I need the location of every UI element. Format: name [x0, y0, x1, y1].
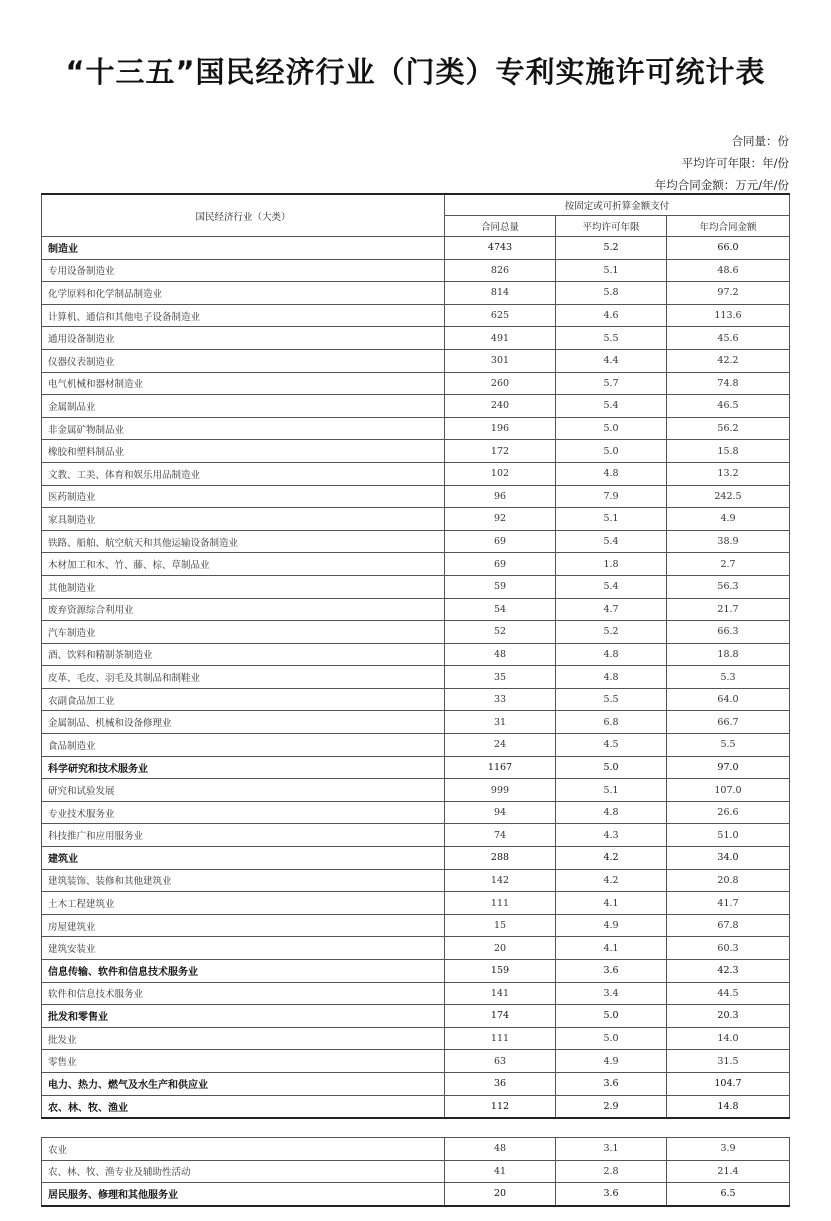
contract-total-cell: 54	[445, 598, 556, 621]
table-row	[42, 960, 790, 983]
table-row	[42, 1027, 790, 1050]
industry-name-cell: 食品制造业	[42, 734, 445, 757]
avg-years-cell: 1.8	[556, 553, 667, 576]
avg-years-cell: 5.5	[556, 688, 667, 711]
avg-years-cell: 3.6	[556, 1072, 667, 1095]
industry-name-cell: 仪器仪表制造业	[42, 349, 445, 372]
table-row	[42, 440, 790, 463]
contract-total-cell: 288	[445, 847, 556, 870]
avg-years-cell: 4.8	[556, 666, 667, 689]
contract-total-cell: 999	[445, 779, 556, 802]
contract-total-cell: 814	[445, 282, 556, 305]
industry-name-cell: 专用设备制造业	[42, 259, 445, 282]
industry-name-cell: 科技推广和应用服务业	[42, 824, 445, 847]
contract-total-cell: 41	[445, 1160, 556, 1183]
industry-name-cell: 医药制造业	[42, 485, 445, 508]
contract-total-cell: 24	[445, 734, 556, 757]
industry-name-cell: 计算机、通信和其他电子设备制造业	[42, 304, 445, 327]
avg-years-cell: 2.8	[556, 1160, 667, 1183]
table-row	[42, 530, 790, 553]
avg-amount-cell: 97.0	[667, 756, 790, 779]
header-row-1	[42, 194, 790, 216]
contract-total-cell: 63	[445, 1050, 556, 1073]
contract-total-cell: 20	[445, 937, 556, 960]
avg-years-cell: 5.1	[556, 259, 667, 282]
header-total: 合同总量	[445, 216, 556, 237]
contract-total-cell: 20	[445, 1183, 556, 1206]
industry-name-cell: 非金属矿物制品业	[42, 417, 445, 440]
contract-total-cell: 174	[445, 1005, 556, 1028]
table-row	[42, 666, 790, 689]
table-row	[42, 575, 790, 598]
industry-name-cell: 农业	[42, 1138, 445, 1161]
table-row	[42, 1095, 790, 1118]
industry-name-cell: 金属制品、机械和设备修理业	[42, 711, 445, 734]
table-row	[42, 395, 790, 418]
table-row	[42, 869, 790, 892]
avg-amount-cell: 14.0	[667, 1027, 790, 1050]
unit-amount: 年均合同金额：万元/年/份	[654, 178, 789, 192]
main-statistics-table	[41, 193, 790, 1119]
avg-years-cell: 5.8	[556, 282, 667, 305]
table-row	[42, 508, 790, 531]
industry-name-cell: 农、林、牧、渔业	[42, 1095, 445, 1118]
industry-name-cell: 建筑装饰、装修和其他建筑业	[42, 869, 445, 892]
avg-amount-cell: 13.2	[667, 462, 790, 485]
contract-total-cell: 301	[445, 349, 556, 372]
contract-total-cell: 59	[445, 575, 556, 598]
avg-years-cell: 4.4	[556, 349, 667, 372]
contract-total-cell: 260	[445, 372, 556, 395]
avg-years-cell: 5.4	[556, 530, 667, 553]
avg-amount-cell: 38.9	[667, 530, 790, 553]
contract-total-cell: 48	[445, 643, 556, 666]
contract-total-cell: 69	[445, 553, 556, 576]
industry-name-cell: 农、林、牧、渔专业及辅助性活动	[42, 1160, 445, 1183]
unit-contracts: 合同量：份	[731, 134, 789, 148]
avg-amount-cell: 48.6	[667, 259, 790, 282]
contract-total-cell: 491	[445, 327, 556, 350]
contract-total-cell: 94	[445, 801, 556, 824]
avg-amount-cell: 21.7	[667, 598, 790, 621]
contract-total-cell: 69	[445, 530, 556, 553]
avg-years-cell: 5.2	[556, 621, 667, 644]
contract-total-cell: 141	[445, 982, 556, 1005]
avg-amount-cell: 20.3	[667, 1005, 790, 1028]
table-row	[42, 237, 790, 260]
avg-amount-cell: 2.7	[667, 553, 790, 576]
avg-amount-cell: 34.0	[667, 847, 790, 870]
contract-total-cell: 196	[445, 417, 556, 440]
contract-total-cell: 826	[445, 259, 556, 282]
industry-name-cell: 木材加工和木、竹、藤、棕、草制品业	[42, 553, 445, 576]
contract-total-cell: 15	[445, 914, 556, 937]
contract-total-cell: 111	[445, 1027, 556, 1050]
table-row	[42, 485, 790, 508]
industry-name-cell: 土木工程建筑业	[42, 892, 445, 915]
avg-amount-cell: 60.3	[667, 937, 790, 960]
avg-amount-cell: 4.9	[667, 508, 790, 531]
table-row	[42, 801, 790, 824]
table-row	[42, 734, 790, 757]
avg-years-cell: 5.0	[556, 756, 667, 779]
avg-amount-cell: 56.2	[667, 417, 790, 440]
table-row	[42, 553, 790, 576]
industry-name-cell: 建筑业	[42, 847, 445, 870]
avg-years-cell: 4.1	[556, 937, 667, 960]
table-row	[42, 711, 790, 734]
industry-name-cell: 家具制造业	[42, 508, 445, 531]
units-legend	[655, 130, 789, 196]
avg-years-cell: 4.9	[556, 1050, 667, 1073]
table-row	[42, 1183, 790, 1206]
contract-total-cell: 35	[445, 666, 556, 689]
avg-years-cell: 5.2	[556, 237, 667, 260]
table-row	[42, 914, 790, 937]
table-row	[42, 824, 790, 847]
contract-total-cell: 36	[445, 1072, 556, 1095]
avg-years-cell: 3.6	[556, 1183, 667, 1206]
avg-years-cell: 4.7	[556, 598, 667, 621]
avg-years-cell: 4.3	[556, 824, 667, 847]
avg-amount-cell: 242.5	[667, 485, 790, 508]
contract-total-cell: 33	[445, 688, 556, 711]
avg-amount-cell: 56.3	[667, 575, 790, 598]
avg-years-cell: 4.9	[556, 914, 667, 937]
avg-amount-cell: 42.3	[667, 960, 790, 983]
industry-name-cell: 房屋建筑业	[42, 914, 445, 937]
industry-name-cell: 其他制造业	[42, 575, 445, 598]
avg-years-cell: 5.0	[556, 440, 667, 463]
avg-amount-cell: 113.6	[667, 304, 790, 327]
industry-name-cell: 研究和试验发展	[42, 779, 445, 802]
avg-years-cell: 5.4	[556, 395, 667, 418]
table-row	[42, 937, 790, 960]
contract-total-cell: 172	[445, 440, 556, 463]
contract-total-cell: 240	[445, 395, 556, 418]
avg-amount-cell: 6.5	[667, 1183, 790, 1206]
avg-amount-cell: 21.4	[667, 1160, 790, 1183]
table-row	[42, 779, 790, 802]
avg-amount-cell: 67.8	[667, 914, 790, 937]
table-row	[42, 621, 790, 644]
avg-years-cell: 4.2	[556, 869, 667, 892]
avg-years-cell: 4.8	[556, 462, 667, 485]
avg-amount-cell: 20.8	[667, 869, 790, 892]
avg-amount-cell: 26.6	[667, 801, 790, 824]
avg-amount-cell: 5.5	[667, 734, 790, 757]
avg-years-cell: 4.2	[556, 847, 667, 870]
industry-name-cell: 皮革、毛皮、羽毛及其制品和制鞋业	[42, 666, 445, 689]
avg-amount-cell: 44.5	[667, 982, 790, 1005]
contract-total-cell: 111	[445, 892, 556, 915]
table-row	[42, 1050, 790, 1073]
industry-name-cell: 文教、工美、体育和娱乐用品制造业	[42, 462, 445, 485]
avg-amount-cell: 64.0	[667, 688, 790, 711]
industry-name-cell: 电力、热力、燃气及水生产和供应业	[42, 1072, 445, 1095]
contract-total-cell: 48	[445, 1138, 556, 1161]
table-row	[42, 462, 790, 485]
table-row	[42, 892, 790, 915]
header-industry: 国民经济行业（大类）	[42, 194, 445, 237]
contract-total-cell: 92	[445, 508, 556, 531]
header-avg-amount: 年均合同金额	[667, 216, 790, 237]
table-row	[42, 372, 790, 395]
avg-years-cell: 4.8	[556, 801, 667, 824]
avg-amount-cell: 41.7	[667, 892, 790, 915]
industry-name-cell: 专业技术服务业	[42, 801, 445, 824]
avg-years-cell: 5.0	[556, 1005, 667, 1028]
avg-amount-cell: 66.3	[667, 621, 790, 644]
header-group: 按固定或可折算金额支付	[445, 194, 790, 216]
table-row	[42, 1072, 790, 1095]
contract-total-cell: 96	[445, 485, 556, 508]
avg-amount-cell: 107.0	[667, 779, 790, 802]
avg-amount-cell: 15.8	[667, 440, 790, 463]
avg-amount-cell: 42.2	[667, 349, 790, 372]
avg-amount-cell: 66.7	[667, 711, 790, 734]
table-row	[42, 1138, 790, 1161]
page-title: “十三五”国民经济行业（门类）专利实施许可统计表	[65, 55, 766, 89]
table-row	[42, 598, 790, 621]
avg-amount-cell: 5.3	[667, 666, 790, 689]
avg-amount-cell: 97.2	[667, 282, 790, 305]
industry-name-cell: 农副食品加工业	[42, 688, 445, 711]
avg-amount-cell: 18.8	[667, 643, 790, 666]
table-row	[42, 643, 790, 666]
industry-name-cell: 铁路、船舶、航空航天和其他运输设备制造业	[42, 530, 445, 553]
table-row	[42, 282, 790, 305]
main-table-body	[42, 237, 790, 1119]
table-row	[42, 327, 790, 350]
table-row	[42, 982, 790, 1005]
avg-amount-cell: 46.5	[667, 395, 790, 418]
industry-name-cell: 电气机械和器材制造业	[42, 372, 445, 395]
contract-total-cell: 102	[445, 462, 556, 485]
avg-years-cell: 3.1	[556, 1138, 667, 1161]
table-row	[42, 756, 790, 779]
avg-years-cell: 5.1	[556, 508, 667, 531]
avg-years-cell: 5.4	[556, 575, 667, 598]
avg-amount-cell: 66.0	[667, 237, 790, 260]
header-avg-years: 平均许可年限	[556, 216, 667, 237]
contract-total-cell: 1167	[445, 756, 556, 779]
avg-amount-cell: 51.0	[667, 824, 790, 847]
table-row	[42, 688, 790, 711]
avg-amount-cell: 3.9	[667, 1138, 790, 1161]
contract-total-cell: 142	[445, 869, 556, 892]
avg-amount-cell: 74.8	[667, 372, 790, 395]
industry-name-cell: 酒、饮料和精制茶制造业	[42, 643, 445, 666]
industry-name-cell: 废弃资源综合利用业	[42, 598, 445, 621]
avg-years-cell: 6.8	[556, 711, 667, 734]
industry-name-cell: 通用设备制造业	[42, 327, 445, 350]
contract-total-cell: 112	[445, 1095, 556, 1118]
avg-amount-cell: 104.7	[667, 1072, 790, 1095]
contract-total-cell: 31	[445, 711, 556, 734]
industry-name-cell: 批发业	[42, 1027, 445, 1050]
industry-name-cell: 制造业	[42, 237, 445, 260]
industry-name-cell: 零售业	[42, 1050, 445, 1073]
avg-amount-cell: 14.8	[667, 1095, 790, 1118]
avg-years-cell: 4.5	[556, 734, 667, 757]
continuation-table-body	[42, 1138, 790, 1206]
table-row	[42, 259, 790, 282]
avg-years-cell: 3.4	[556, 982, 667, 1005]
contract-total-cell: 4743	[445, 237, 556, 260]
avg-years-cell: 2.9	[556, 1095, 667, 1118]
industry-name-cell: 批发和零售业	[42, 1005, 445, 1028]
industry-name-cell: 化学原料和化学制品制造业	[42, 282, 445, 305]
contract-total-cell: 625	[445, 304, 556, 327]
industry-name-cell: 软件和信息技术服务业	[42, 982, 445, 1005]
industry-name-cell: 科学研究和技术服务业	[42, 756, 445, 779]
avg-years-cell: 4.6	[556, 304, 667, 327]
avg-years-cell: 4.1	[556, 892, 667, 915]
table-row	[42, 1005, 790, 1028]
table-row	[42, 1160, 790, 1183]
table-row	[42, 847, 790, 870]
avg-amount-cell: 31.5	[667, 1050, 790, 1073]
avg-years-cell: 5.0	[556, 417, 667, 440]
avg-years-cell: 3.6	[556, 960, 667, 983]
industry-name-cell: 居民服务、修理和其他服务业	[42, 1183, 445, 1206]
avg-years-cell: 4.8	[556, 643, 667, 666]
avg-years-cell: 7.9	[556, 485, 667, 508]
continuation-table	[41, 1137, 790, 1207]
industry-name-cell: 建筑安装业	[42, 937, 445, 960]
contract-total-cell: 159	[445, 960, 556, 983]
avg-years-cell: 5.7	[556, 372, 667, 395]
table-row	[42, 349, 790, 372]
industry-name-cell: 汽车制造业	[42, 621, 445, 644]
avg-years-cell: 5.1	[556, 779, 667, 802]
avg-years-cell: 5.0	[556, 1027, 667, 1050]
unit-years: 平均许可年限：年/份	[681, 156, 789, 170]
table-row	[42, 304, 790, 327]
industry-name-cell: 橡胶和塑料制品业	[42, 440, 445, 463]
industry-name-cell: 金属制品业	[42, 395, 445, 418]
avg-years-cell: 5.5	[556, 327, 667, 350]
table-row	[42, 417, 790, 440]
industry-name-cell: 信息传输、软件和信息技术服务业	[42, 960, 445, 983]
avg-amount-cell: 45.6	[667, 327, 790, 350]
contract-total-cell: 74	[445, 824, 556, 847]
contract-total-cell: 52	[445, 621, 556, 644]
